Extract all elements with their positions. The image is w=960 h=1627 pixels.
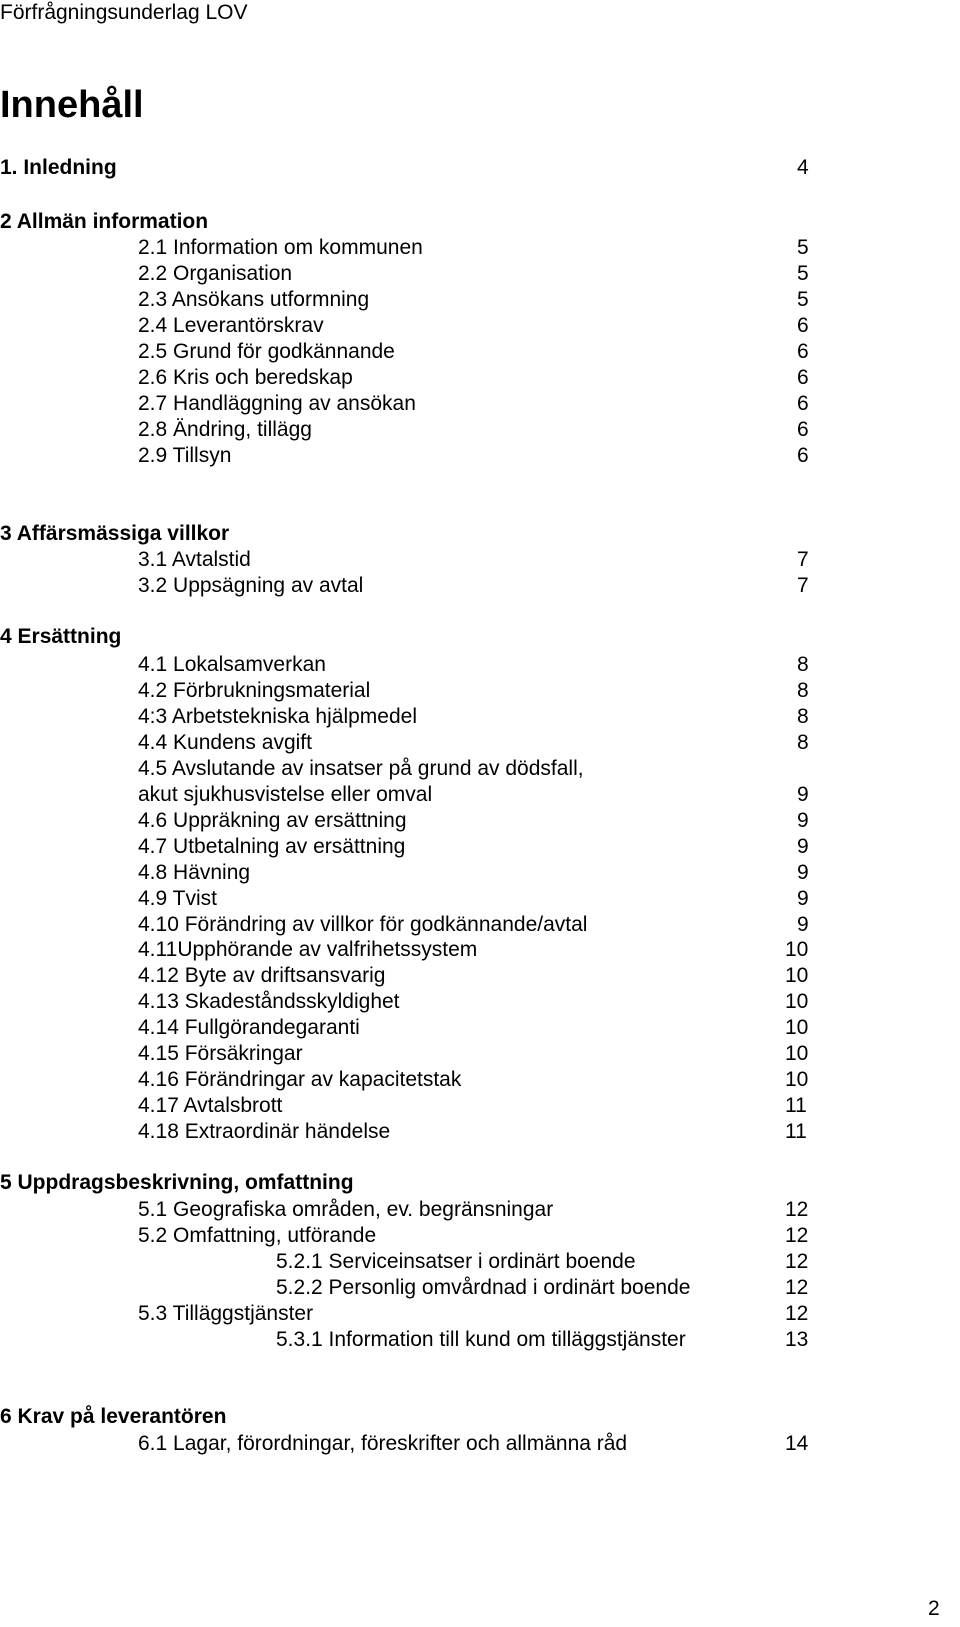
toc-entry-page: 8 <box>797 653 809 676</box>
toc-entry-page: 9 <box>797 913 809 936</box>
toc-entry-page: 9 <box>797 783 809 806</box>
toc-entry-page: 12 <box>785 1302 809 1325</box>
toc-entry-label: 4:3 Arbetstekniska hjälpmedel <box>138 705 417 728</box>
toc-entry-label: 4.17 Avtalsbrott <box>138 1094 283 1117</box>
toc-entry-page: 7 <box>797 548 809 571</box>
toc-entry-page: 6 <box>797 314 809 337</box>
toc-entry-page: 9 <box>797 835 809 858</box>
toc-entry-page: 4 <box>797 156 809 179</box>
toc-entry-label: 4.16 Förändringar av kapacitetstak <box>138 1068 462 1091</box>
toc-entry-label: 2.7 Handläggning av ansökan <box>138 392 416 415</box>
toc-entry-label: 4 Ersättning <box>0 625 122 648</box>
toc-entry-label: 3 Affärsmässiga villkor <box>0 522 230 545</box>
toc-entry-page: 9 <box>797 887 809 910</box>
toc-entry-page: 10 <box>785 990 809 1013</box>
toc-entry-label: 6 Krav på leverantören <box>0 1405 227 1428</box>
toc-entry-label: 4.9 Tvist <box>138 887 217 910</box>
toc-entry-label: 2.8 Ändring, tillägg <box>138 418 312 441</box>
toc-entry-label: 2.9 Tillsyn <box>138 444 232 467</box>
toc-entry-label: 5.2.2 Personlig omvårdnad i ordinärt boende <box>276 1276 691 1299</box>
toc-entry-label: 4.2 Förbrukningsmaterial <box>138 679 371 702</box>
toc-entry-page: 6 <box>797 444 809 467</box>
toc-entry-label: 3.2 Uppsägning av avtal <box>138 574 364 597</box>
toc-entry-page: 9 <box>797 861 809 884</box>
toc-entry-page: 10 <box>785 1042 809 1065</box>
toc-entry-page: 6 <box>797 340 809 363</box>
toc-entry-label: 4.7 Utbetalning av ersättning <box>138 835 406 858</box>
toc-entry-label: 4.15 Försäkringar <box>138 1042 303 1065</box>
toc-entry-label: 6.1 Lagar, förordningar, föreskrifter och allmänna råd <box>138 1432 628 1455</box>
toc-entry-page: 12 <box>785 1198 809 1221</box>
toc-entry-page: 10 <box>785 1068 809 1091</box>
toc-entry-label: 5.2.1 Serviceinsatser i ordinärt boende <box>276 1250 636 1273</box>
toc-entry-label: 4.10 Förändring av villkor för godkännande/avtal <box>138 913 588 936</box>
page-title: Innehåll <box>0 84 144 126</box>
toc-entry-label: 4.12 Byte av driftsansvarig <box>138 964 386 987</box>
toc-entry-page: 12 <box>785 1224 809 1247</box>
toc-entry-label: 2.2 Organisation <box>138 262 293 285</box>
running-header: Förfrågningsunderlag LOV <box>0 1 248 24</box>
toc-entry-page: 13 <box>785 1328 809 1351</box>
toc-entry-page: 8 <box>797 679 809 702</box>
toc-entry-page: 12 <box>785 1276 809 1299</box>
toc-entry-label: 4.6 Uppräkning av ersättning <box>138 809 407 832</box>
toc-entry-label: 2.6 Kris och beredskap <box>138 366 353 389</box>
toc-entry-page: 11 <box>785 1094 807 1117</box>
toc-entry-page: 5 <box>797 262 809 285</box>
toc-entry-label: 2.5 Grund för godkännande <box>138 340 395 363</box>
toc-entry-label: 4.18 Extraordinär händelse <box>138 1120 391 1143</box>
toc-entry-page: 6 <box>797 392 809 415</box>
toc-entry-page: 8 <box>797 731 809 754</box>
toc-entry-label: 5.2 Omfattning, utförande <box>138 1224 377 1247</box>
toc-entry-page: 12 <box>785 1250 809 1273</box>
toc-entry-page: 6 <box>797 366 809 389</box>
toc-entry-label: 5 Uppdragsbeskrivning, omfattning <box>0 1171 354 1194</box>
toc-entry-label: 2 Allmän information <box>0 210 209 233</box>
toc-entry-label: 4.11Upphörande av valfrihetssystem <box>138 938 478 961</box>
toc-entry-label: 5.3 Tilläggstjänster <box>138 1302 314 1325</box>
footer-page-number: 2 <box>928 1597 940 1620</box>
toc-entry-page: 9 <box>797 809 809 832</box>
toc-entry-label: 2.3 Ansökans utformning <box>138 288 370 311</box>
toc-entry-page: 8 <box>797 705 809 728</box>
toc-entry-page: 10 <box>785 938 809 961</box>
toc-entry-label: 4.13 Skadeståndsskyldighet <box>138 990 400 1013</box>
toc-entry-label: 2.1 Information om kommunen <box>138 236 423 259</box>
toc-entry-label: 3.1 Avtalstid <box>138 548 251 571</box>
toc-entry-label: 4.1 Lokalsamverkan <box>138 653 326 676</box>
toc-entry-label: 4.8 Hävning <box>138 861 251 884</box>
toc-entry-label: 2.4 Leverantörskrav <box>138 314 324 337</box>
toc-entry-page: 11 <box>785 1120 807 1143</box>
toc-entry-label: 4.4 Kundens avgift <box>138 731 312 754</box>
toc-entry-label: 4.14 Fullgörandegaranti <box>138 1016 360 1039</box>
toc-entry-page: 7 <box>797 574 809 597</box>
toc-entry-label: 5.1 Geografiska områden, ev. begränsningar <box>138 1198 554 1221</box>
toc-entry-page: 14 <box>785 1432 809 1455</box>
toc-entry-label: 5.3.1 Information till kund om tilläggstjänster <box>276 1328 686 1351</box>
toc-entry-page: 5 <box>797 236 809 259</box>
toc-entry-label: akut sjukhusvistelse eller omval <box>138 783 433 806</box>
toc-entry-page: 10 <box>785 1016 809 1039</box>
toc-entry-page: 5 <box>797 288 809 311</box>
toc-entry-page: 10 <box>785 964 809 987</box>
toc-entry-page: 6 <box>797 418 809 441</box>
toc-entry-label: 4.5 Avslutande av insatser på grund av dödsfall, <box>138 757 584 780</box>
toc-entry-label: 1. Inledning <box>0 156 117 179</box>
